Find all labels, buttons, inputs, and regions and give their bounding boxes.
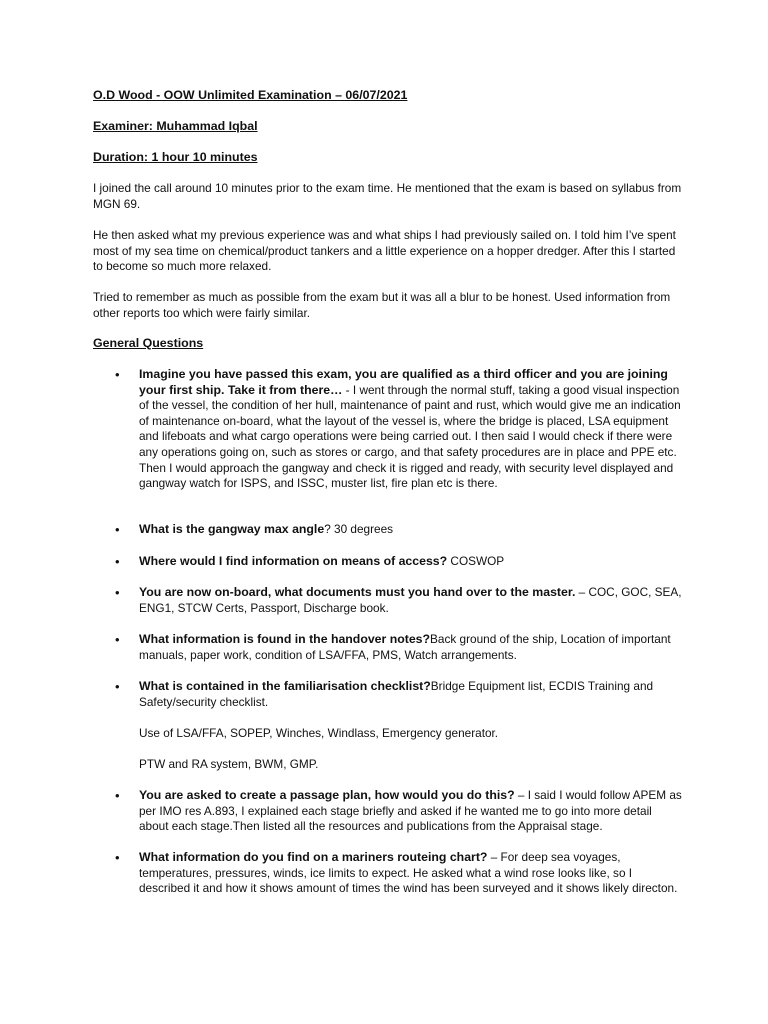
list-item bbox=[93, 367, 683, 492]
list-item bbox=[93, 632, 683, 663]
list-item bbox=[93, 522, 683, 538]
section-heading: General Questions bbox=[93, 336, 204, 350]
question-text: You are asked to create a passage plan, how would you do this? bbox=[139, 788, 515, 802]
intro-paragraph: I joined the call around 10 minutes prior to the exam time. He mentioned that the exam is based on syllabus from MGN 69. bbox=[93, 181, 682, 211]
answer-text: – COC, GOC, SEA, ENG1, STCW Certs, Passport, Discharge book. bbox=[139, 585, 682, 615]
answer-text: - I went through the normal stuff, taking a good visual inspection of the vessel, the condition of her hull, maintenance of paint and rust, which would give me an indication of maintenance on-board, what the layout of the vessel is, where the bridge is placed, LSA equipment and lifeboats and what cargo operations were being carried out. I then said I would check if there were any operations going on, such as stores or cargo, and that safety procedures are in place and PPE etc. Then I would approach the gangway and check it is rigged and ready, with security level displayed and gangway watch for ISPS, and ISSC, muster list, fire plan etc is there. bbox=[139, 382, 681, 491]
question-text: What is the gangway max angle bbox=[139, 522, 325, 536]
question-text: Where would I find information on means of access? bbox=[139, 554, 448, 568]
experience-paragraph: He then asked what my previous experience was and what ships I had previously sailed on. I told him I’ve spent most of my sea time on chemical/product tankers and a little experience on a hopper dredger. After this I started to become so much more relaxed. bbox=[93, 228, 676, 274]
answer-text: – I said I would follow APEM as per IMO res A.893, I explained each stage briefly and asked if he wanted me to go into more detail about each stage.Then listed all the resources and publications from the Appraisal stage. bbox=[139, 788, 682, 834]
answer-text: COSWOP bbox=[447, 554, 505, 568]
checklist-extra-2: PTW and RA system, BWM, GMP. bbox=[139, 757, 319, 771]
bullet: • bbox=[115, 367, 120, 382]
question-text: Imagine you have passed this exam, you are qualified as a third officer and you are joining your first ship. Take it from there… bbox=[139, 367, 668, 397]
recall-paragraph: Tried to remember as much as possible from the exam but it was all a blur to be honest. Used information from other reports too which were fairly similar. bbox=[93, 290, 671, 320]
answer-text: Bridge Equipment list, ECDIS Training and Safety/security checklist. bbox=[139, 679, 654, 709]
question-text: What is contained in the familiarisation checklist? bbox=[139, 679, 431, 693]
examiner-line: Examiner: Muhammad Iqbal bbox=[93, 119, 258, 133]
question-text: What information do you find on a mariners routeing chart? bbox=[139, 850, 488, 864]
answer-text: ? 30 degrees bbox=[324, 522, 394, 536]
list-item bbox=[93, 585, 683, 616]
checklist-extra-1: Use of LSA/FFA, SOPEP, Winches, Windlass, Emergency generator. bbox=[139, 726, 499, 740]
answer-text: – For deep sea voyages, temperatures, pressures, winds, ice limits to expect. He asked what a wind rose looks like, so I described it and how it shows amount of times the wind has been surveyed and it shows likely directon. bbox=[139, 850, 678, 896]
bullet: • bbox=[115, 554, 120, 569]
bullet: • bbox=[115, 585, 120, 600]
page-title: O.D Wood - OOW Unlimited Examination – 06/07/2021 bbox=[93, 88, 408, 102]
list-item bbox=[93, 788, 683, 835]
bullet: • bbox=[115, 679, 120, 694]
list-item bbox=[93, 554, 683, 570]
bullet: • bbox=[115, 788, 120, 803]
question-text: You are now on-board, what documents must you hand over to the master. bbox=[139, 585, 576, 599]
list-item bbox=[93, 679, 683, 710]
list-item bbox=[93, 850, 683, 897]
bullet: • bbox=[115, 522, 120, 537]
bullet: • bbox=[115, 632, 120, 647]
answer-text: Back ground of the ship, Location of important manuals, paper work, condition of LSA/FFA, PMS, Watch arrangements. bbox=[139, 632, 671, 662]
bullet: • bbox=[115, 850, 120, 865]
duration-line: Duration: 1 hour 10 minutes bbox=[93, 150, 258, 164]
question-text: What information is found in the handover notes? bbox=[139, 632, 431, 646]
